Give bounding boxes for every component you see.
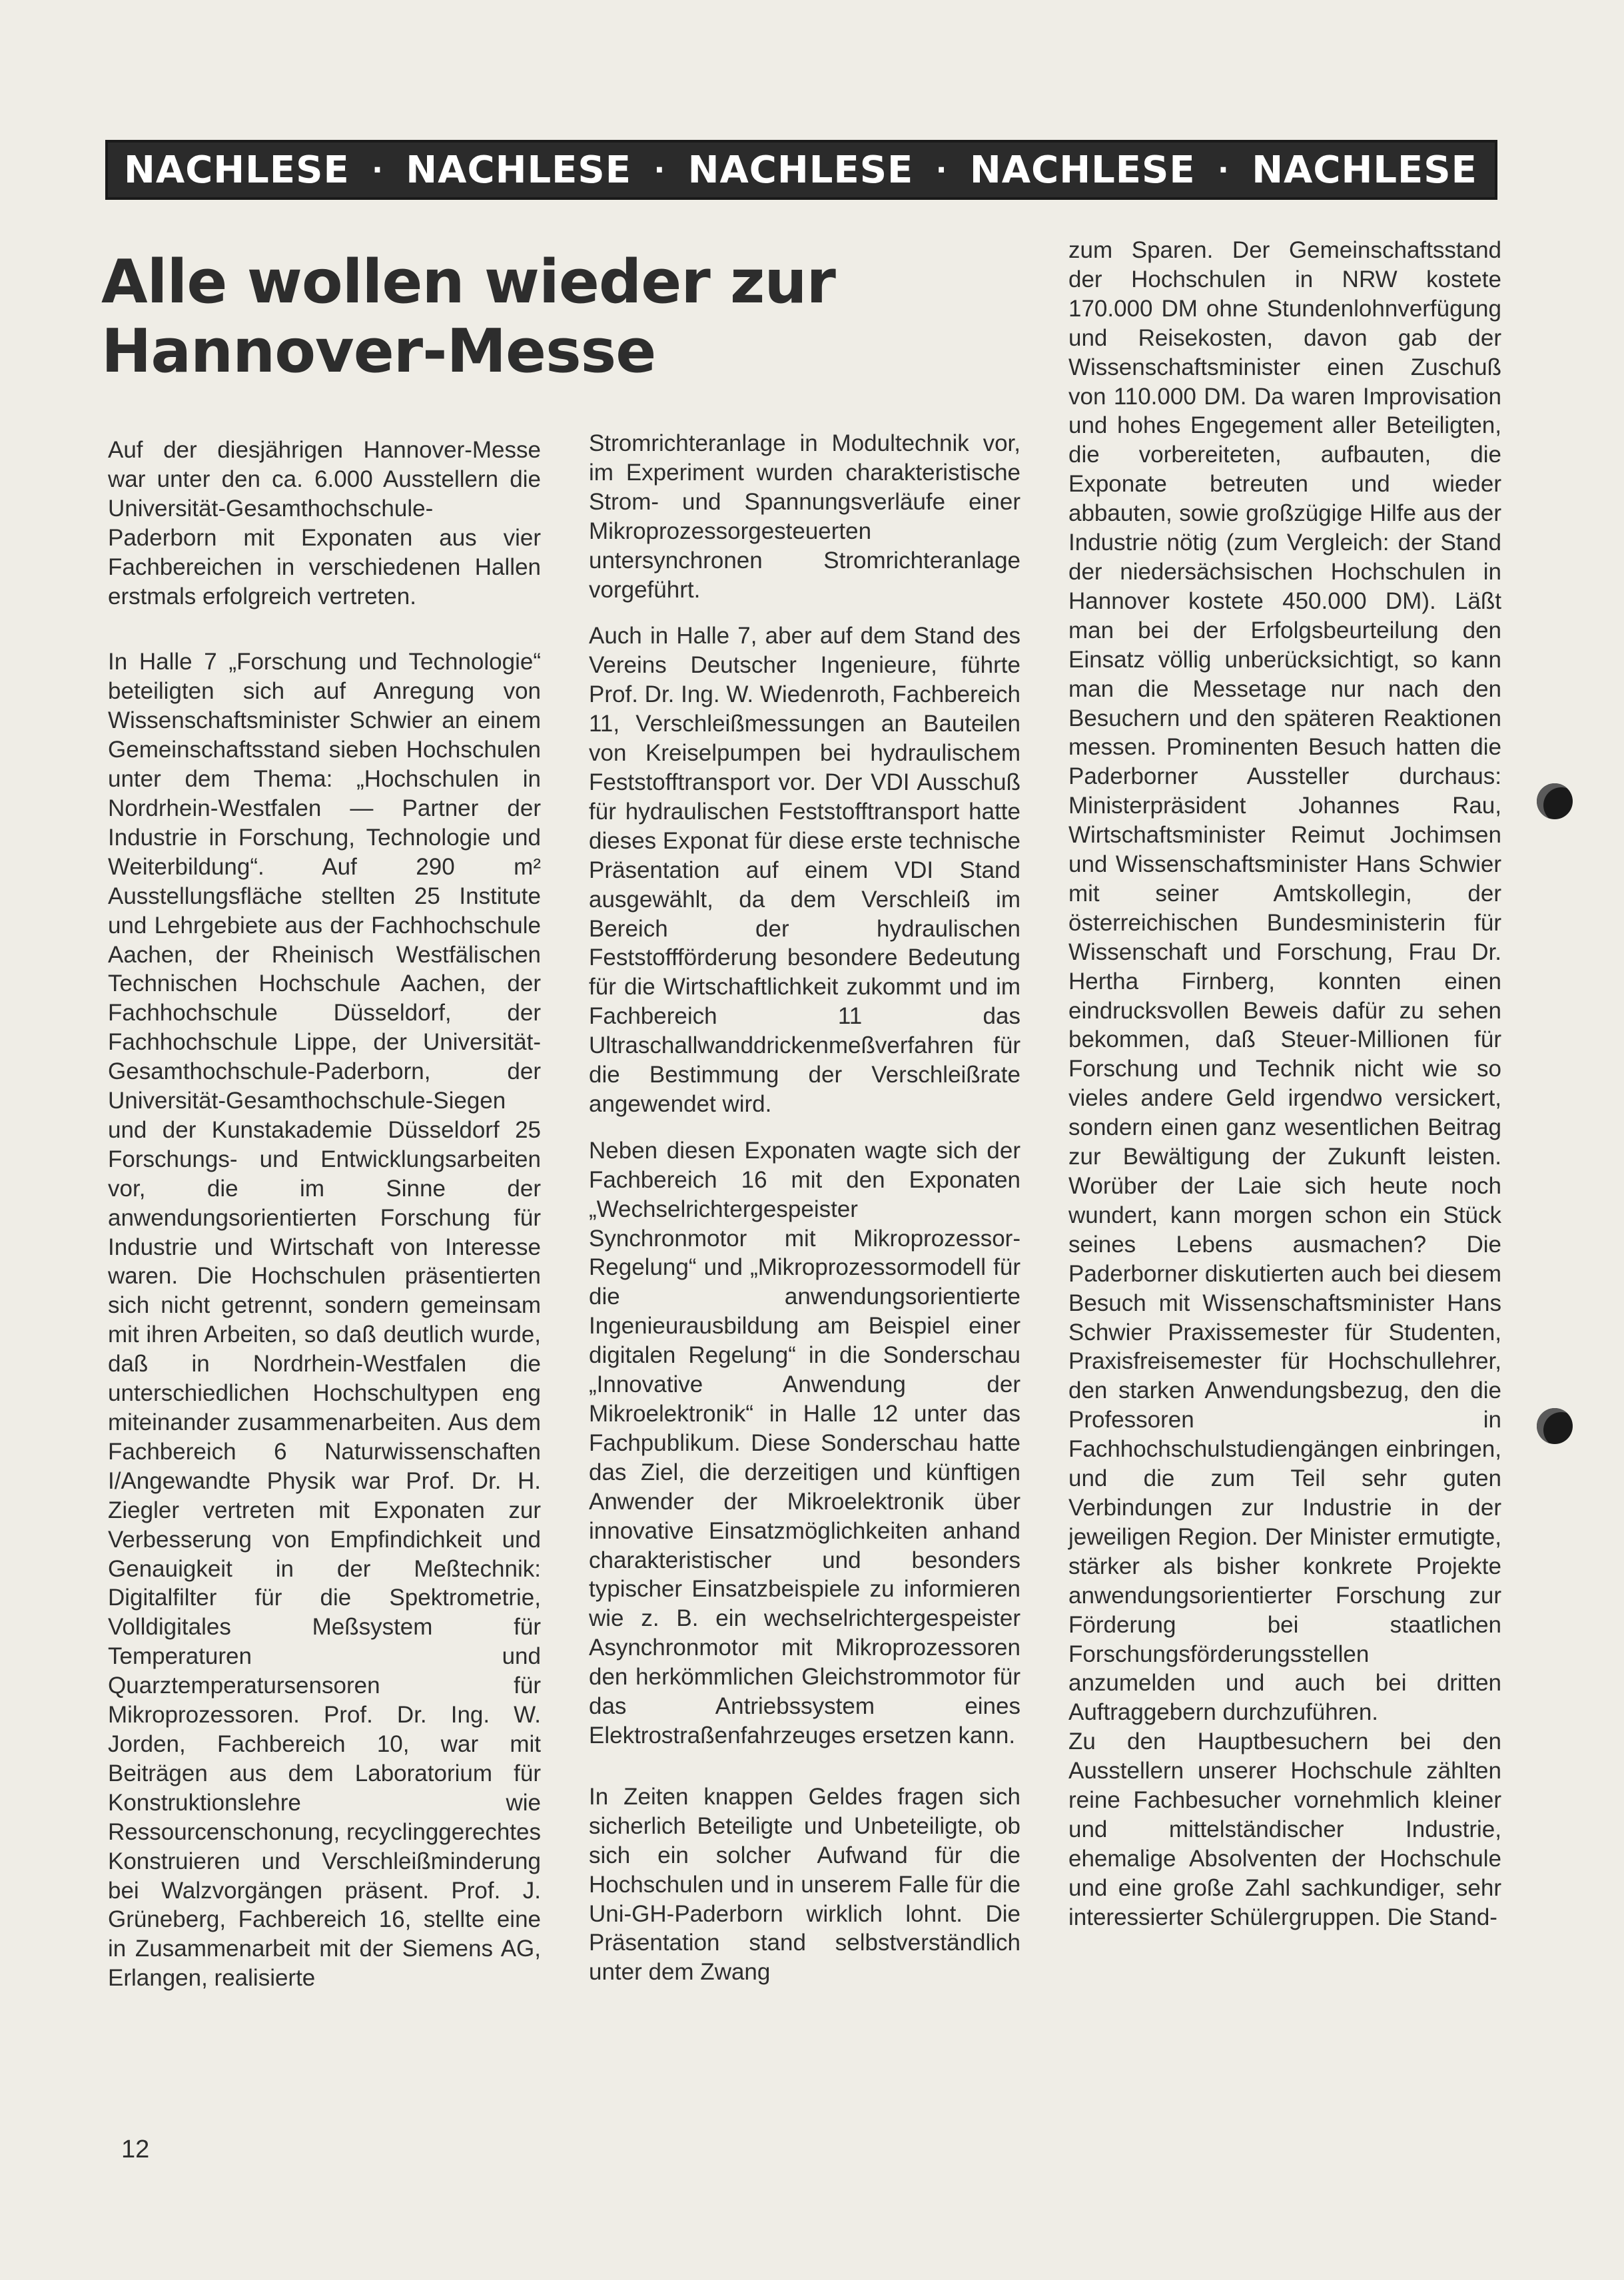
banner-word: NACHLESE xyxy=(687,148,914,192)
page-number: 12 xyxy=(121,2135,150,2163)
article-column-3 xyxy=(1068,236,1501,1932)
body-paragraph: zum Sparen. Der Gemeinschaftsstand der Hochschulen in NRW kostete 170.000 DM ohne Stundenlohnverfügung und Reisekosten, davon gab der Wissenschaftsminister einen Zuschuß von 110.000 DM. Da waren Improvisation und hohes Engegement aller Beteiligten, die vorbereiteten, aufbauten, die Exponate betreuten und wieder abbauten, sowie großzügige Hilfe aus der Industrie nötig (zum Vergleich: der Stand der niedersächsischen Hochschulen in Hannover kostete 450.000 DM). Läßt man bei der Erfolgsbeurteilung den Einsatz völlig unberücksichtigt, so kann man die Messetage nur nach den Besuchern und den späteren Reaktionen messen. Prominenten Besuch hatten die Paderborner Aussteller durchaus: Ministerpräsident Johannes Rau, Wirtschaftsminister Reimut Jochimsen und Wissenschaftsminister Hans Schwier mit seiner Amtskollegin, der österreichischen Bundesministerin für Wissenschaft und Forschung, Frau Dr. Hertha Firnberg, konnten einen eindrucksvollen Beweis dafür zu sehen bekommen, daß Steuer-Millionen für Forschung und Technik nicht wie so vieles andere Geld irgendwo versickert, sondern einen ganz wesentlichen Beitrag zur Bewältigung der Zukunft leisten. Worüber der Laie sich heute noch wundert, kann morgen schon ein Stück seines Lebens ausmachen? Die Paderborner diskutierten auch bei diesem Besuch mit Wissenschaftsminister Hans Schwier Praxissemester für Studenten, Praxisfreisemester für Hochschullehrer, den starken Anwendungsbezug, den die Professoren in Fachhochschulstudiengängen einbringen, und die zum Teil sehr guten Verbindungen zur Industrie in der jeweiligen Region. Der Minister ermutigte, stärker als bisher konkrete Projekte anwendungsorientierter Forschung zur Förderung bei staatlichen Forschungsförderungsstellen anzumelden und auch bei dritten Auftraggebern durchzuführen. xyxy=(1068,237,1501,1726)
body-paragraph: Neben diesen Exponaten wagte sich der Fachbereich 16 mit den Exponaten „Wechselrichtergespeister Synchronmotor mit Mikroprozessor-Regelung“ und „Mikroprozessormodell für die anwendungsorientierte Ingenieurausbildung am Beispiel einer digitalen Regelung“ in die Sonderschau „Innovative Anwendung der Mikroelektronik“ in Halle 12 unter das Fachpublikum. Diese Sonderschau hatte das Ziel, die derzeitigen und künftigen Anwender der Mikroelektronik über innovative Einsatzmöglichkeiten anhand charakteristischer und besonders typischer Einsatzbeispiele zu informieren wie z. B. ein wechselrichtergespeister Asynchronmotor mit Mikroprozessoren den herkömmlichen Gleichstrommotor für das Antriebssystem eines Elektrostraßenfahrzeuges ersetzen kann. xyxy=(589,1137,1020,1748)
intro-paragraph: Auf der diesjährigen Hannover-Messe war unter den ca. 6.000 Ausstellern die Universität-Gesamthochschule-Paderborn mit Exponaten aus vier Fachbereichen in verschiedenen Hallen erstmals erfolgreich vertreten. xyxy=(108,437,541,609)
body-paragraph: In Halle 7 „Forschung und Technologie“ beteiligten sich auf Anregung von Wissenschaftsminister Schwier an einem Gemeinschaftsstand sieben Hochschulen unter dem Thema: „Hochschulen in Nordrhein-Westfalen — Partner der Industrie in Forschung, Technologie und Weiterbildung“. Auf 290 m² Ausstellungsfläche stellten 25 Institute und Lehrgebiete aus der Fachhochschule Aachen, der Rheinisch Westfälischen Technischen Hochschule Aachen, der Fachhochschule Düsseldorf, der Fachhochschule Lippe, der Universität-Gesamthochschule-Paderborn, der Universität-Gesamthochschule-Siegen und der Kunstakademie Düsseldorf 25 Forschungs- und Entwicklungsarbeiten vor, die im Sinne der anwendungsorientierten Forschung für Industrie und Wirtschaft von Interesse waren. Die Hochschulen präsentierten sich nicht getrennt, sondern gemeinsam mit ihren Arbeiten, so daß deutlich wurde, daß in Nordrhein-Westfalen die unterschiedlichen Hochschultypen eng miteinander zusammenarbeiten. Aus dem Fachbereich 6 Naturwissenschaften I/Angewandte Physik war Prof. Dr. H. Ziegler vertreten mit Exponaten zur Verbesserung von Empfindichkeit und Genauigkeit in der Meßtechnik: Digitalfilter für die Spektrometrie, Volldigitales Meßsystem für Temperaturen und Quarztemperatursensoren für Mikroprozessoren. Prof. Dr. Ing. W. Jorden, Fachbereich 10, war mit Beiträgen aus dem Laboratorium für Konstruktionslehre wie Ressourcenschonung, recyclinggerechtes Konstruieren und Verschleißminderung bei Walzvorgängen präsent. Prof. J. Grüneberg, Fachbereich 16, stellte eine in Zusammenarbeit mit der Siemens AG, Erlangen, realisierte xyxy=(108,649,541,1992)
body-paragraph: Auch in Halle 7, aber auf dem Stand des Vereins Deutscher Ingenieure, führte Prof. Dr. Ing. W. Wiedenroth, Fachbereich 11, Verschleißmessungen an Bauteilen von Kreiselpumpen bei hydraulischem Feststofftransport vor. Der VDI Ausschuß für hydraulischen Feststofftransport hatte dieses Exponat für diese erste technische Präsentation auf einem VDI Stand ausgewählt, da dem Verschleiß im Bereich der hydraulischen Feststoffförderung besondere Bedeutung für die Wirtschaftlichkeit zukommt und im Fachbereich 11 das Ultraschallwanddrickenmeßverfahren für die Bestimmung der Verschleißrate angewendet wird. xyxy=(589,623,1020,1117)
banner-word: NACHLESE xyxy=(406,148,631,192)
article-title xyxy=(101,248,967,386)
article-title-line-2: Hannover-Messe xyxy=(101,316,656,386)
section-banner xyxy=(105,140,1497,200)
article-column-2 xyxy=(589,429,1020,1987)
banner-word: NACHLESE xyxy=(969,148,1196,192)
article-title-line-1: Alle wollen wieder zur xyxy=(101,247,835,317)
article-column-1 xyxy=(108,436,541,1993)
body-paragraph: Zu den Hauptbesuchern bei den Ausstellern unserer Hochschule zählten reine Fachbesucher vornehmlich kleiner und mittelständischer Industrie, ehemalige Absolventen der Hochschule und eine große Zahl sachkundiger, sehr interessierter Schülergruppen. Die Stand- xyxy=(1068,1728,1501,1930)
body-paragraph: Stromrichteranlage in Modultechnik vor, im Experiment wurden charakteristische Strom- und Spannungsverläufe einer Mikroprozessorgesteuerten untersynchronen Stromrichteranlage vorgeführt. xyxy=(589,430,1020,603)
body-paragraph: In Zeiten knappen Geldes fragen sich sicherlich Beteiligte und Unbeteiligte, ob sich ein solcher Aufwand für die Hochschulen und in unserem Falle für die Uni-GH-Paderborn wirklich lohnt. Die Präsentation stand selbstverständlich unter dem Zwang xyxy=(589,1783,1020,1986)
punch-hole xyxy=(1537,1408,1573,1444)
punch-hole xyxy=(1537,783,1573,819)
banner-word: NACHLESE xyxy=(124,148,350,192)
banner-separator: · xyxy=(935,153,948,187)
banner-separator: · xyxy=(372,153,384,187)
banner-separator: · xyxy=(1218,153,1230,187)
banner-word: NACHLESE xyxy=(1252,148,1477,192)
banner-separator: · xyxy=(653,153,666,187)
